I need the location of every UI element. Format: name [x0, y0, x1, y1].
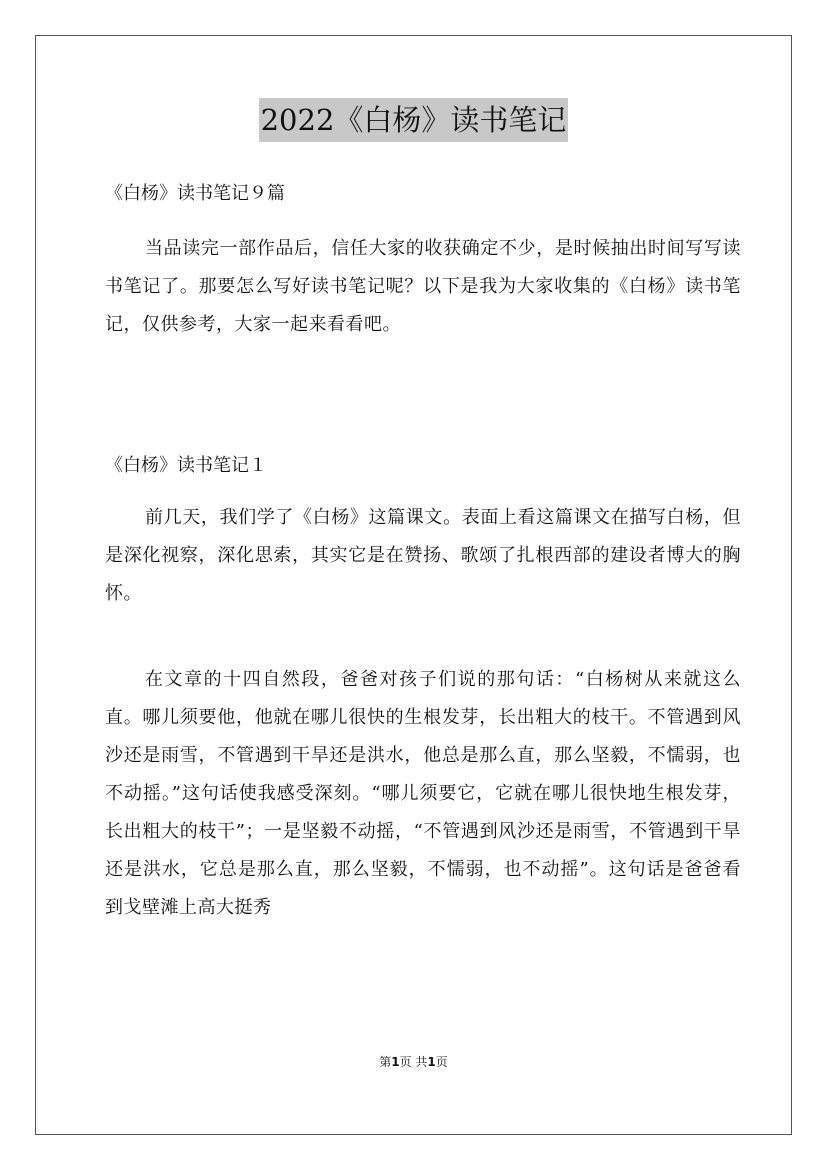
footer-middle: 页 共 — [399, 1055, 428, 1069]
body-paragraph-1: 前几天，我们学了《白杨》这篇课文。表面上看这篇课文在描写白杨，但是深化视察，深化思索，其实它是在赞扬、歌颂了扎根西部的建设者博大的胸怀。 — [105, 507, 741, 604]
page-footer — [0, 1054, 827, 1070]
section-heading: 《白杨》读书笔记１ — [105, 455, 267, 476]
footer-page-number: 1 — [391, 1055, 400, 1069]
document-subtitle: 《白杨》读书笔记９篇 — [105, 183, 285, 204]
footer-prefix: 第 — [379, 1055, 392, 1069]
document-title: 2022《白杨》读书笔记 — [259, 98, 569, 142]
footer-suffix: 页 — [435, 1055, 448, 1069]
intro-paragraph: 当品读完一部作品后，信任大家的收获确定不少，是时候抽出时间写写读书笔记了。那要怎么写好读书笔记呢？以下是我为大家收集的《白杨》读书笔记，仅供参考，大家一起来看看吧。 — [105, 238, 741, 335]
title-container — [0, 98, 827, 142]
body-paragraph-2: 在文章的十四自然段，爸爸对孩子们说的那句话：“白杨树从来就这么直。哪儿须要他，他就在哪儿很快的生根发芽，长出粗大的枝干。不管遇到风沙还是雨雪，不管遇到干旱还是洪水，他总是那么直，那么坚毅，不懦弱，也不动摇。”这句话使我感受深刻。“哪儿须要它，它就在哪儿很快地生根发芽，长出粗大的枝干”；一是坚毅不动摇，“不管遇到风沙还是雨雪，不管遇到干旱还是洪水，它总是那么直，那么坚毅，不懦弱，也不动摇”。这句话是爸爸看到戈壁滩上高大挺秀 — [105, 669, 741, 918]
footer-page-total: 1 — [427, 1055, 436, 1069]
